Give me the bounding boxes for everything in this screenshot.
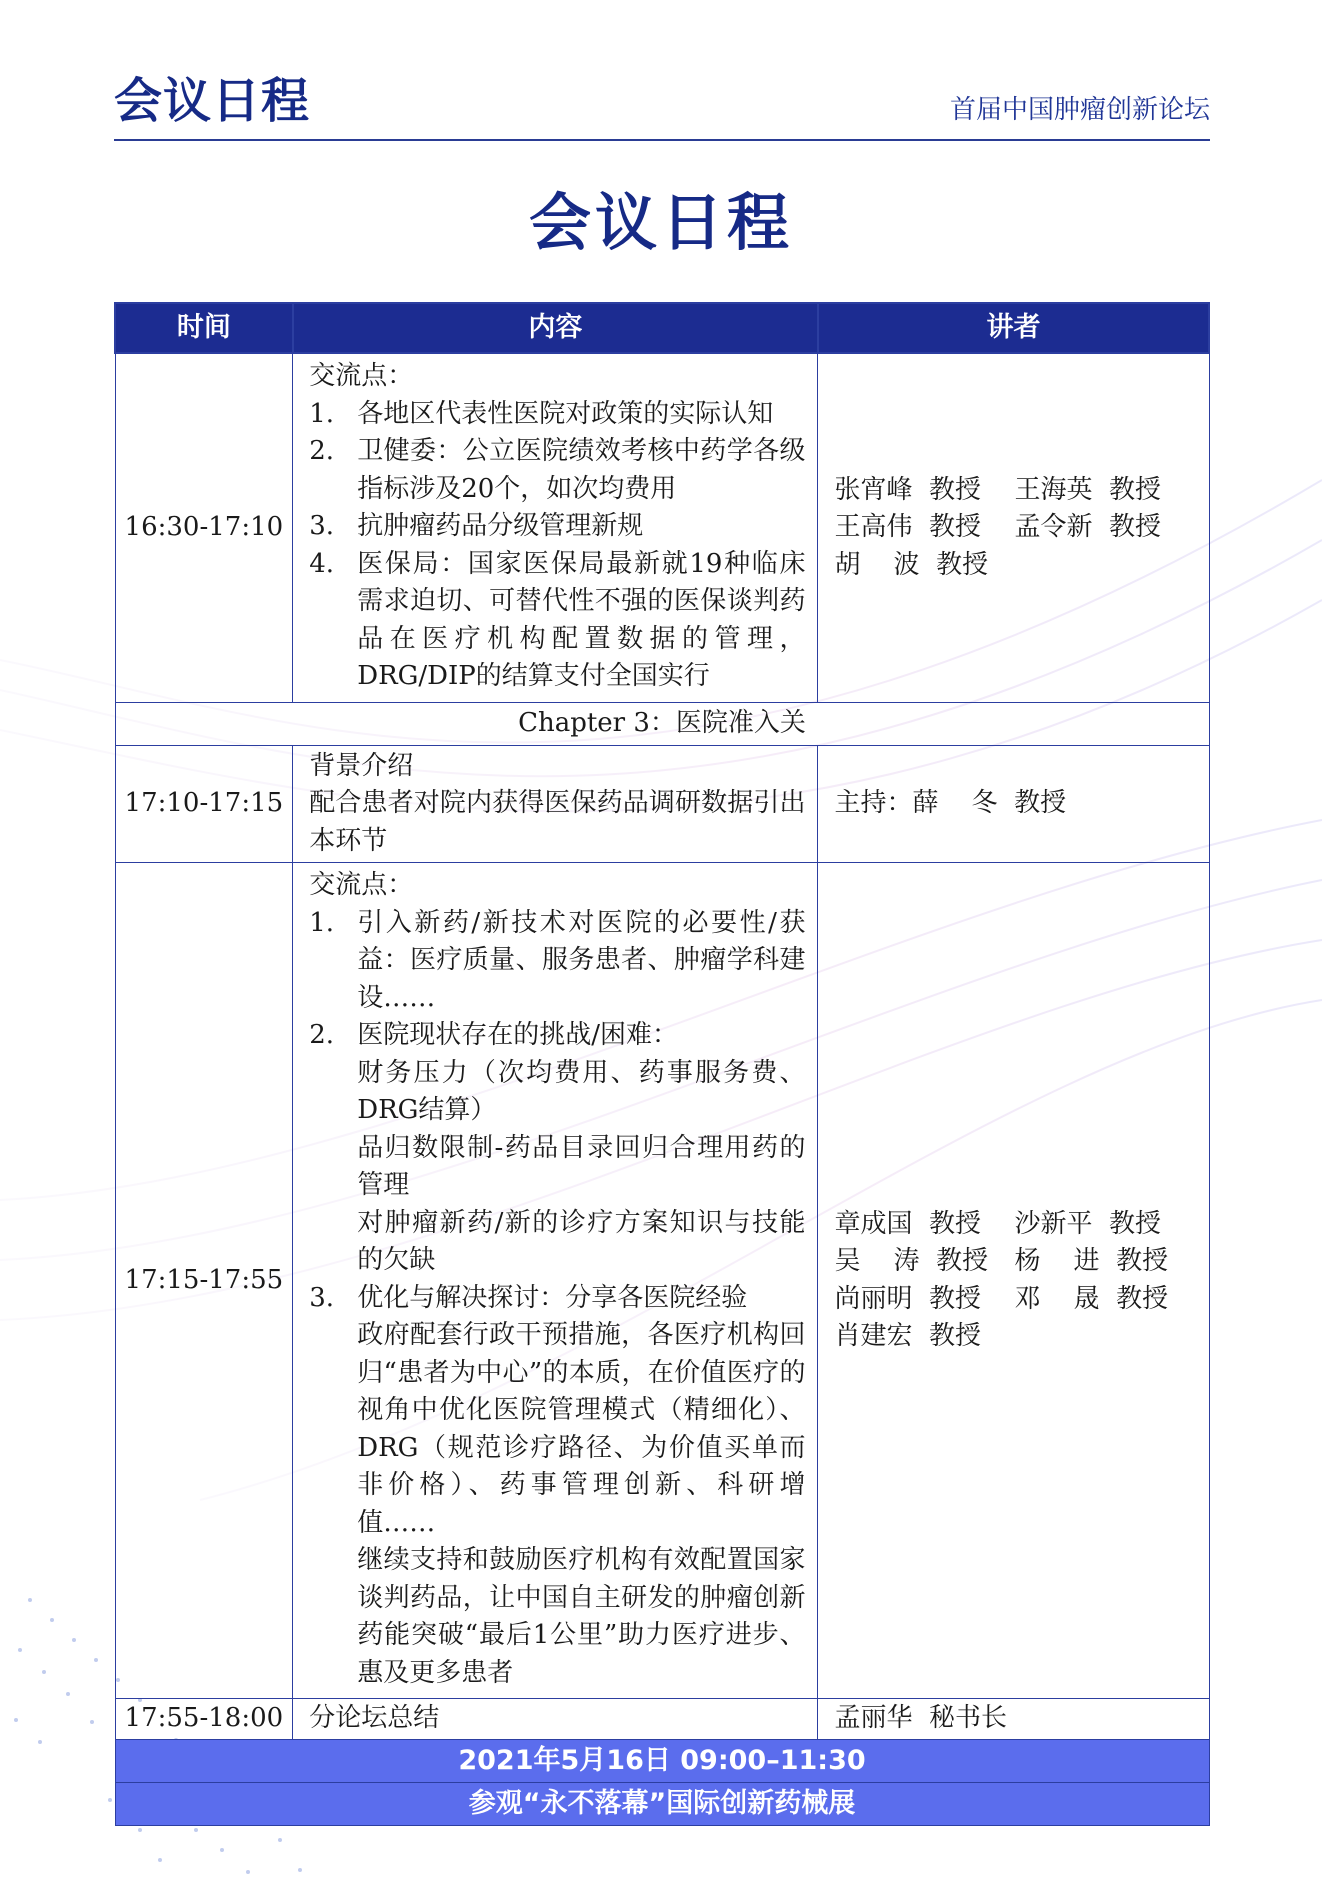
- speaker-line: [834, 1206, 1194, 1244]
- content-intro: 交流点：: [309, 361, 414, 391]
- list-text: 卫健委：公立医院绩效考核中药学各级指标涉及20个，如次均费用: [357, 436, 806, 504]
- row-speakers: [818, 353, 1209, 702]
- host-name: 主持：薛 冬 教授: [834, 788, 1067, 818]
- table-row: [115, 353, 1209, 702]
- row-content: [293, 353, 818, 702]
- speaker-name: 沙新平 教授: [1014, 1208, 1162, 1239]
- speaker-line: [834, 1281, 1194, 1319]
- column-header-content: 内容: [293, 303, 818, 353]
- list-text: 各地区代表性医院对政策的实际认知: [357, 398, 774, 429]
- date-banner-row: [115, 1740, 1209, 1783]
- speaker-line: [834, 472, 1194, 510]
- list-text: 优化与解决探讨：分享各医院经验: [357, 1282, 748, 1313]
- content-intro: 交流点：: [309, 870, 414, 900]
- content-line: 分论坛总结: [309, 1703, 440, 1734]
- speaker-name: 邓 晟 教授: [1014, 1283, 1169, 1314]
- event-banner-row: [115, 1783, 1209, 1826]
- speaker-name: 王海英 教授: [1014, 474, 1162, 505]
- list-text: 医院现状存在的挑战/困难：: [357, 1020, 678, 1050]
- list-item: [309, 508, 805, 546]
- table-row: [115, 1699, 1209, 1740]
- speaker-line: [834, 509, 1194, 547]
- row-time: 16:30-17:10: [115, 353, 293, 702]
- list-item: [309, 396, 805, 434]
- speaker-name: 孟令新 教授: [1014, 512, 1162, 542]
- content-line: 背景介绍: [309, 750, 414, 781]
- list-subtext: 品归数限制-药品目录回归合理用药的管理: [357, 1132, 806, 1200]
- list-subtext: 对肿瘤新药/新的诊疗方案知识与技能的欠缺: [357, 1207, 806, 1275]
- list-number: 3.: [309, 1282, 335, 1313]
- table-row: [115, 745, 1209, 863]
- speaker-line: [834, 1318, 1194, 1356]
- row-speakers: [818, 745, 1209, 863]
- list-text: 抗肿瘤药品分级管理新规: [357, 511, 644, 541]
- speaker-name: 孟丽华 秘书长: [834, 1703, 1008, 1734]
- agenda-table: [114, 302, 1210, 1826]
- row-content: [293, 863, 818, 1699]
- column-header-speaker: 讲者: [818, 303, 1209, 353]
- row-time: 17:10-17:15: [115, 745, 293, 863]
- list-item: [309, 905, 805, 1018]
- event-banner: 参观“永不落幕”国际创新药械展: [115, 1783, 1209, 1826]
- list-number: 4.: [309, 548, 335, 579]
- speaker-line: [834, 547, 1194, 585]
- row-content: [293, 745, 818, 863]
- row-content: [293, 1699, 818, 1740]
- speaker-name: [1014, 547, 1194, 585]
- list-subtext: 继续支持和鼓励医疗机构有效配置国家谈判药品，让中国自主研发的肿瘤创新药能突破“最后1公里”助力医疗进步、惠及更多患者: [357, 1545, 806, 1688]
- speaker-name: 吴 涛 教授: [834, 1246, 989, 1276]
- list-number: 3.: [309, 511, 335, 541]
- list-item: [309, 546, 805, 696]
- content-line: 配合患者对院内获得医保药品调研数据引出本环节: [309, 788, 806, 856]
- row-speakers: [818, 863, 1209, 1699]
- speaker-name: 王高伟 教授: [834, 512, 982, 542]
- speaker-name: 尚丽明 教授: [834, 1283, 982, 1314]
- page-header: [114, 70, 1210, 140]
- speaker-name: 杨 进 教授: [1014, 1246, 1169, 1276]
- speaker-line: [834, 1243, 1194, 1281]
- speaker-name: [1014, 1318, 1194, 1356]
- speaker-name: 张宵峰 教授: [834, 474, 982, 505]
- header-title: 会议日程: [114, 73, 311, 129]
- speaker-name: 胡 波 教授: [834, 549, 989, 580]
- speaker-name: 章成国 教授: [834, 1208, 982, 1239]
- list-number: 2.: [309, 436, 335, 466]
- table-row: [115, 863, 1209, 1699]
- column-header-time: 时间: [115, 303, 293, 353]
- list-number: 1.: [309, 907, 335, 938]
- table-header-row: [115, 303, 1209, 353]
- row-time: 17:15-17:55: [115, 863, 293, 1699]
- page-title: 会议日程: [528, 186, 793, 259]
- list-number: 1.: [309, 398, 335, 429]
- chapter-row: [115, 702, 1209, 745]
- header-forum-name: 首届中国肿瘤创新论坛: [949, 95, 1210, 125]
- row-speakers: [818, 1699, 1209, 1740]
- list-item: [309, 1280, 805, 1318]
- date-banner: 2021年5月16日 09:00–11:30: [115, 1740, 1209, 1783]
- header-divider: [114, 139, 1210, 141]
- list-item: [309, 433, 805, 508]
- chapter-title: Chapter 3：医院准入关: [115, 702, 1209, 745]
- list-number: 2.: [309, 1020, 335, 1050]
- list-item: [309, 1017, 805, 1055]
- list-text: 引入新药/新技术对医院的必要性/获益：医疗质量、服务患者、肿瘤学科建设……: [357, 907, 806, 1013]
- list-subtext: 政府配套行政干预措施，各医疗机构回归“患者为中心”的本质，在价值医疗的视角中优化医院管理模式（精细化）、DRG（规范诊疗路径、为价值买单而非价格）、药事管理创新、科研增值……: [357, 1320, 806, 1538]
- row-time: 17:55-18:00: [115, 1699, 293, 1740]
- speaker-name: 肖建宏 教授: [834, 1321, 982, 1351]
- list-text: 医保局：国家医保局最新就19种临床需求迫切、可替代性不强的医保谈判药品在医疗机构配置数据的管理，DRG/DIP的结算支付全国实行: [357, 548, 806, 691]
- list-subtext: 财务压力（次均费用、药事服务费、DRG结算）: [357, 1057, 806, 1125]
